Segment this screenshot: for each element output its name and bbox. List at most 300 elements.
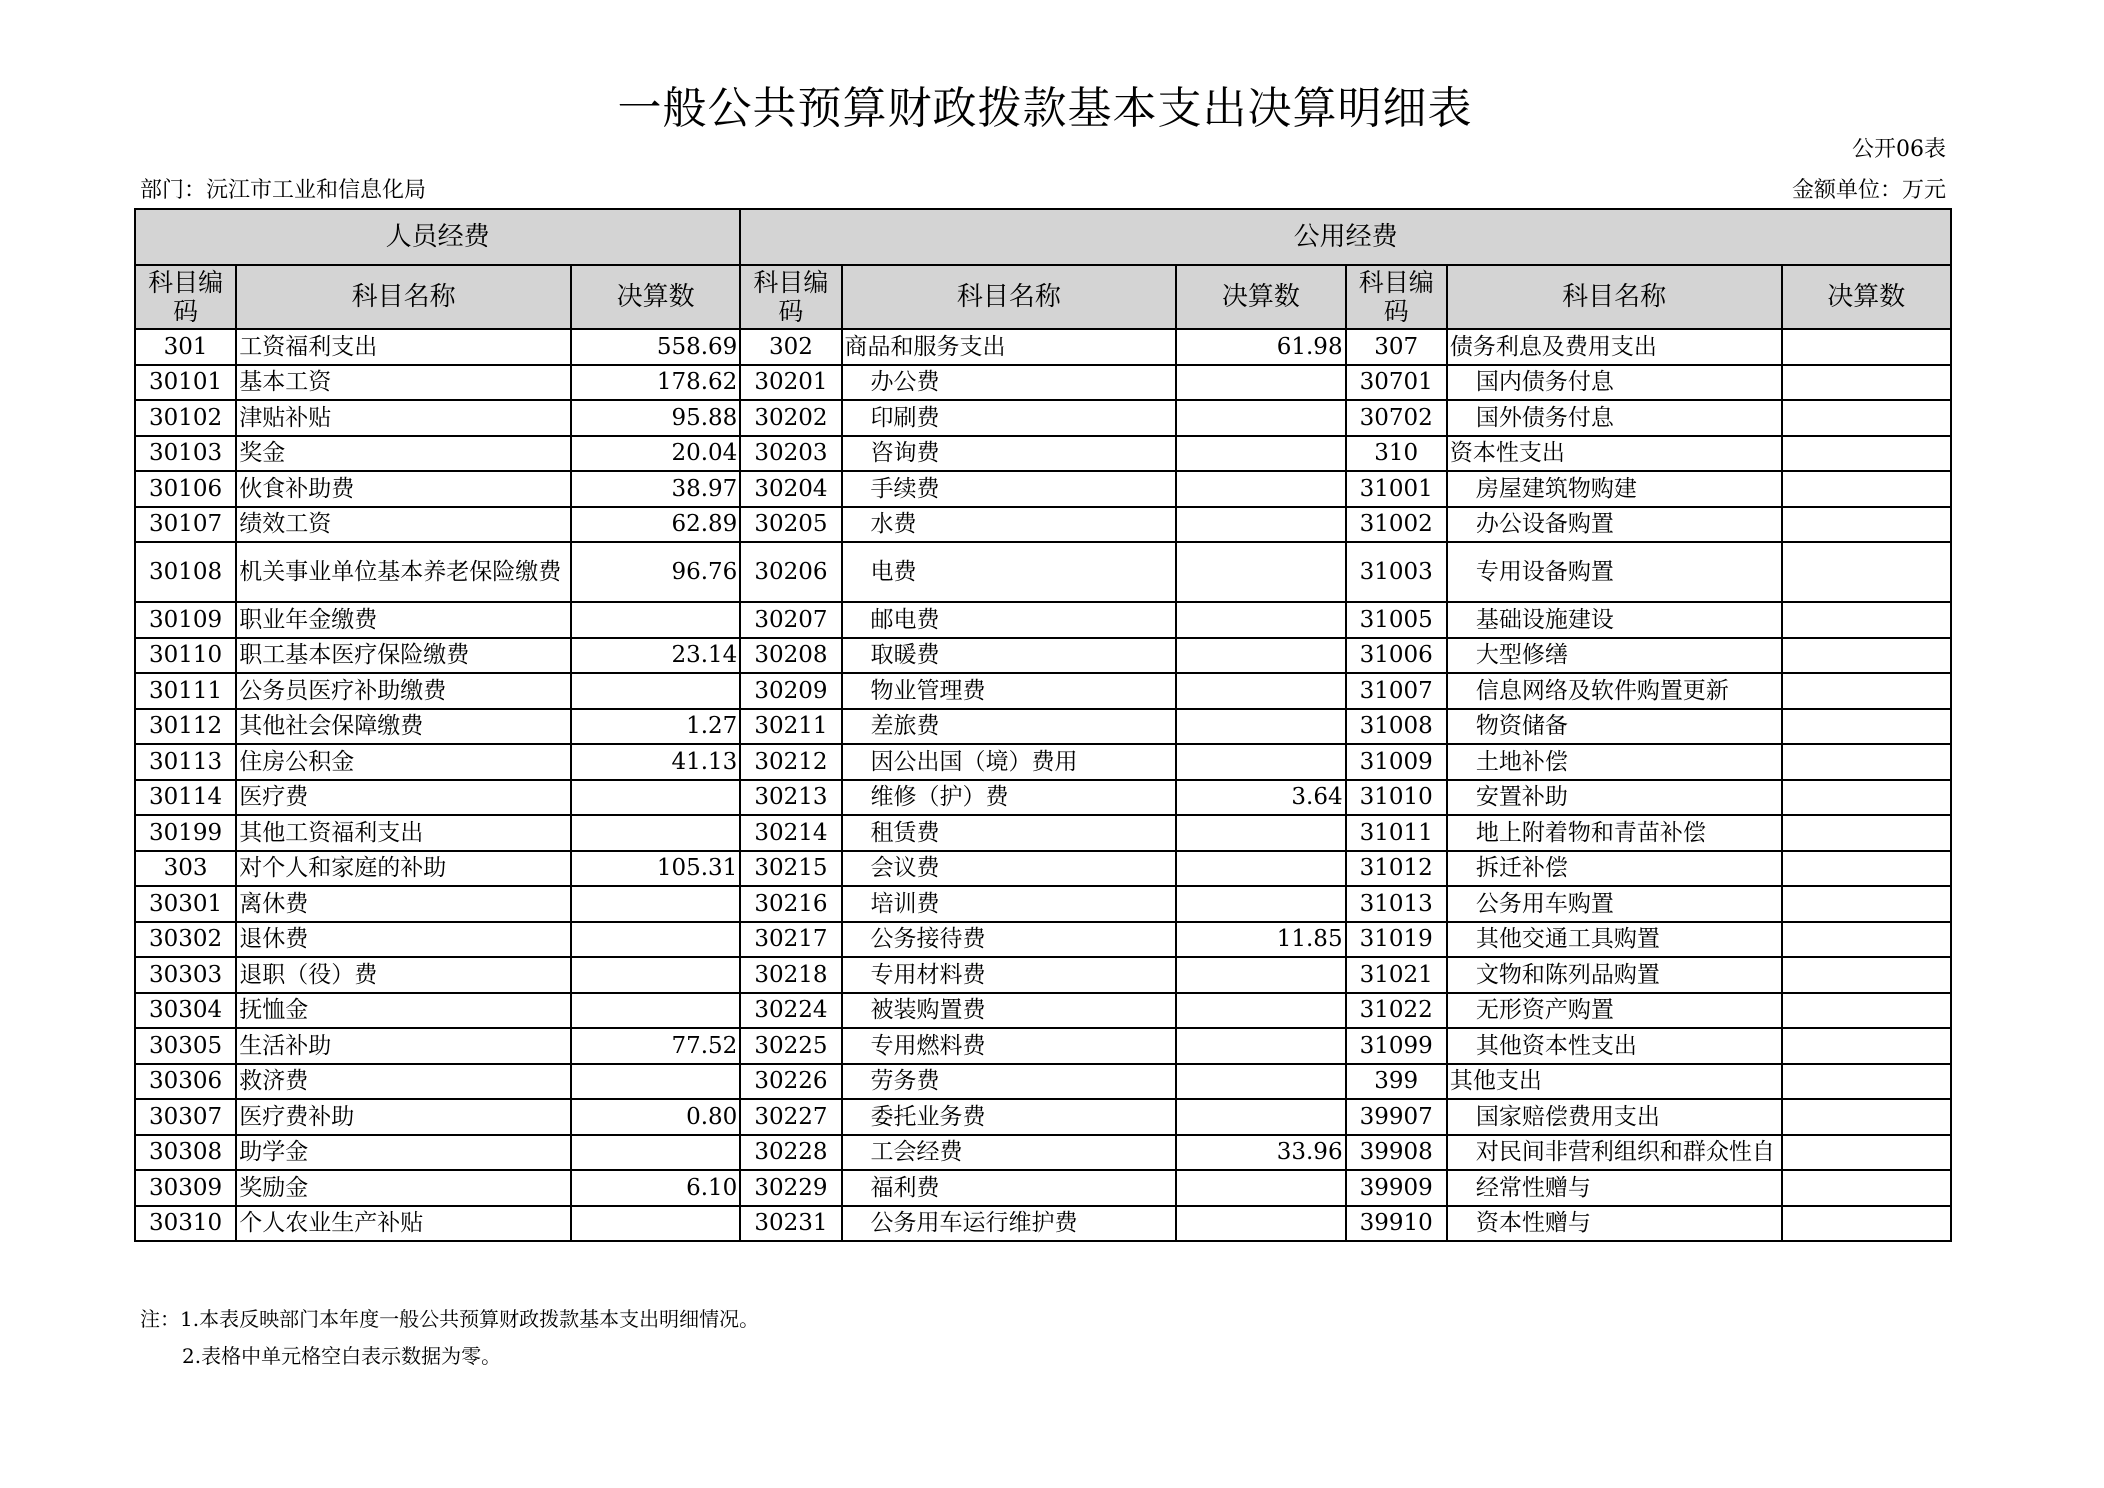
subject-name-text: 专用设备购置 <box>1475 559 1614 585</box>
subject-code-cell: 30310 <box>135 1206 236 1242</box>
subject-code-cell: 30307 <box>135 1099 236 1135</box>
subject-code-cell: 30109 <box>135 602 236 638</box>
amount-cell <box>571 1064 740 1100</box>
subject-name-cell <box>842 602 1177 638</box>
subject-code-cell: 30304 <box>135 993 236 1029</box>
table-row <box>135 886 1951 922</box>
subject-name-cell: 医疗费 <box>236 780 571 816</box>
table-row <box>135 329 1951 365</box>
amount-cell: 6.10 <box>571 1170 740 1206</box>
subject-name-cell: 资本性支出 <box>1447 436 1782 472</box>
subject-name-cell: 生活补助 <box>236 1028 571 1064</box>
subject-name-text: 经常性赠与 <box>1475 1174 1591 1201</box>
amount-cell: 3.64 <box>1176 780 1345 816</box>
subject-name-text: 手续费 <box>870 475 940 502</box>
subject-name-cell <box>1447 1028 1782 1064</box>
amount-cell <box>1782 471 1951 507</box>
subject-code-cell: 30101 <box>135 365 236 401</box>
table-row <box>135 1135 1951 1171</box>
section-personnel: 人员经费 <box>135 209 740 265</box>
subject-name-text: 拆迁补偿 <box>1475 855 1568 882</box>
subject-name-cell: 其他社会保障缴费 <box>236 709 571 745</box>
table-row <box>135 709 1951 745</box>
subject-code-cell: 31010 <box>1346 780 1447 816</box>
subject-name-text: 取暖费 <box>870 642 940 669</box>
amount-cell <box>571 957 740 993</box>
amount-unit-label: 金额单位：万元 <box>1791 178 1946 203</box>
subject-name-text: 基础设施建设 <box>1475 606 1614 633</box>
subject-code-cell: 307 <box>1346 329 1447 365</box>
subject-name-cell: 助学金 <box>236 1135 571 1171</box>
subject-code-cell: 30701 <box>1346 365 1447 401</box>
amount-cell <box>1782 602 1951 638</box>
table-row <box>135 1064 1951 1100</box>
amount-cell <box>571 1135 740 1171</box>
subject-code-cell: 30204 <box>740 471 841 507</box>
subject-code-cell: 30216 <box>740 886 841 922</box>
subject-name-cell <box>1447 638 1782 674</box>
subject-name-text: 文物和陈列品购置 <box>1475 961 1660 988</box>
subject-name-cell <box>842 673 1177 709</box>
subject-name-cell: 抚恤金 <box>236 993 571 1029</box>
subject-name-cell <box>1447 507 1782 543</box>
subject-name-cell <box>842 780 1177 816</box>
amount-cell <box>1176 365 1345 401</box>
subject-code-cell: 31006 <box>1346 638 1447 674</box>
amount-cell <box>1176 957 1345 993</box>
amount-cell <box>1782 1028 1951 1064</box>
amount-cell <box>1176 471 1345 507</box>
subject-name-cell <box>842 744 1177 780</box>
subject-name-cell <box>842 365 1177 401</box>
subject-name-cell <box>842 815 1177 851</box>
table-row <box>135 780 1951 816</box>
subject-name-cell <box>842 1064 1177 1100</box>
table-row <box>135 542 1951 602</box>
subject-name-text: 国家赔偿费用支出 <box>1475 1103 1660 1130</box>
subject-name-cell <box>842 1206 1177 1242</box>
subject-code-cell: 30224 <box>740 993 841 1029</box>
amount-cell <box>1782 851 1951 887</box>
amount-cell: 38.97 <box>571 471 740 507</box>
subject-name-text: 公务用车运行维护费 <box>870 1210 1078 1237</box>
amount-cell <box>1782 542 1951 602</box>
amount-cell: 11.85 <box>1176 922 1345 958</box>
subject-code-cell: 31021 <box>1346 957 1447 993</box>
subject-name-cell: 公务员医疗补助缴费 <box>236 673 571 709</box>
amount-cell: 95.88 <box>571 400 740 436</box>
subject-name-cell <box>1447 744 1782 780</box>
subject-name-text: 因公出国（境）费用 <box>870 748 1078 775</box>
subject-code-cell: 30112 <box>135 709 236 745</box>
subject-code-cell: 30102 <box>135 400 236 436</box>
subject-code-cell: 31013 <box>1346 886 1447 922</box>
subject-name-text: 地上附着物和青苗补偿 <box>1475 819 1706 846</box>
column-header-amount: 决算数 <box>1176 265 1345 329</box>
subject-code-cell: 31003 <box>1346 542 1447 602</box>
subject-name-cell <box>842 638 1177 674</box>
subject-code-cell: 30228 <box>740 1135 841 1171</box>
subject-code-cell: 30217 <box>740 922 841 958</box>
subject-name-text: 专用燃料费 <box>870 1032 986 1059</box>
subject-name-cell <box>1447 780 1782 816</box>
subject-name-cell: 工资福利支出 <box>236 329 571 365</box>
subject-name-text: 对民间非营利组织和群众性自 <box>1475 1139 1775 1166</box>
amount-cell <box>1176 507 1345 543</box>
subject-name-cell: 其他支出 <box>1447 1064 1782 1100</box>
subject-name-cell: 商品和服务支出 <box>842 329 1177 365</box>
subject-name-text: 差旅费 <box>870 713 940 740</box>
subject-name-cell <box>842 507 1177 543</box>
subject-name-cell <box>842 1170 1177 1206</box>
subject-name-cell <box>842 1135 1177 1171</box>
subject-code-cell: 301 <box>135 329 236 365</box>
amount-cell <box>1782 886 1951 922</box>
column-header-amount: 决算数 <box>571 265 740 329</box>
expenditure-table <box>134 208 1952 1242</box>
amount-cell <box>1782 1064 1951 1100</box>
table-row <box>135 436 1951 472</box>
subject-name-cell: 住房公积金 <box>236 744 571 780</box>
subject-name-text: 专用材料费 <box>870 961 986 988</box>
subject-code-cell: 30213 <box>740 780 841 816</box>
subject-code-cell: 30111 <box>135 673 236 709</box>
column-header-row <box>135 265 1951 329</box>
subject-code-cell: 31005 <box>1346 602 1447 638</box>
subject-name-text: 咨询费 <box>870 440 940 467</box>
column-header-code: 科目编码 <box>135 265 236 329</box>
subject-code-cell: 31009 <box>1346 744 1447 780</box>
amount-cell: 62.89 <box>571 507 740 543</box>
column-header-name: 科目名称 <box>1447 265 1782 329</box>
subject-name-cell <box>842 436 1177 472</box>
subject-name-text: 资本性赠与 <box>1475 1210 1591 1237</box>
subject-code-cell: 30231 <box>740 1206 841 1242</box>
amount-cell <box>571 922 740 958</box>
subject-name-cell <box>842 1028 1177 1064</box>
subject-code-cell: 31022 <box>1346 993 1447 1029</box>
subject-code-cell: 30106 <box>135 471 236 507</box>
amount-cell <box>571 602 740 638</box>
subject-name-text: 国内债务付息 <box>1475 369 1614 396</box>
subject-code-cell: 310 <box>1346 436 1447 472</box>
amount-cell: 178.62 <box>571 365 740 401</box>
subject-name-cell: 机关事业单位基本养老保险缴费 <box>236 542 571 602</box>
table-row <box>135 1170 1951 1206</box>
subject-name-text: 电费 <box>870 559 917 585</box>
amount-cell <box>571 886 740 922</box>
amount-cell <box>1782 922 1951 958</box>
subject-code-cell: 31001 <box>1346 471 1447 507</box>
subject-name-cell <box>842 400 1177 436</box>
subject-code-cell: 31011 <box>1346 815 1447 851</box>
amount-cell <box>1176 993 1345 1029</box>
subject-name-cell <box>842 957 1177 993</box>
subject-code-cell: 30203 <box>740 436 841 472</box>
amount-cell <box>1782 1099 1951 1135</box>
subject-name-text: 福利费 <box>870 1174 940 1201</box>
amount-cell <box>571 673 740 709</box>
subject-code-cell: 399 <box>1346 1064 1447 1100</box>
subject-name-text: 其他资本性支出 <box>1475 1032 1637 1059</box>
subject-name-text: 物业管理费 <box>870 677 986 704</box>
subject-name-cell <box>842 1099 1177 1135</box>
amount-cell <box>1176 436 1345 472</box>
column-header-code: 科目编码 <box>740 265 841 329</box>
subject-name-cell <box>1447 1170 1782 1206</box>
subject-name-cell: 个人农业生产补贴 <box>236 1206 571 1242</box>
amount-cell <box>1782 507 1951 543</box>
subject-name-text: 其他交通工具购置 <box>1475 926 1660 953</box>
subject-code-cell: 30305 <box>135 1028 236 1064</box>
subject-name-text: 劳务费 <box>870 1068 940 1095</box>
amount-cell <box>1176 1170 1345 1206</box>
subject-code-cell: 30103 <box>135 436 236 472</box>
form-number: 公开06表 <box>1852 137 1946 162</box>
amount-cell <box>1782 815 1951 851</box>
subject-name-text: 印刷费 <box>870 404 940 431</box>
subject-name-cell: 绩效工资 <box>236 507 571 543</box>
subject-code-cell: 30229 <box>740 1170 841 1206</box>
table-row <box>135 507 1951 543</box>
subject-name-cell <box>1447 851 1782 887</box>
amount-cell <box>571 993 740 1029</box>
table-row <box>135 851 1951 887</box>
table-row <box>135 1099 1951 1135</box>
column-header-code: 科目编码 <box>1346 265 1447 329</box>
amount-cell: 33.96 <box>1176 1135 1345 1171</box>
table-row <box>135 365 1951 401</box>
subject-name-cell <box>1447 993 1782 1029</box>
subject-name-text: 信息网络及软件购置更新 <box>1475 677 1729 704</box>
subject-name-text: 租赁费 <box>870 819 940 846</box>
subject-name-cell <box>842 709 1177 745</box>
subject-name-cell: 其他工资福利支出 <box>236 815 571 851</box>
subject-code-cell: 30306 <box>135 1064 236 1100</box>
subject-name-text: 公务用车购置 <box>1475 890 1614 917</box>
amount-cell <box>1782 744 1951 780</box>
amount-cell <box>1782 993 1951 1029</box>
subject-code-cell: 31007 <box>1346 673 1447 709</box>
amount-cell <box>1782 436 1951 472</box>
subject-code-cell: 30201 <box>740 365 841 401</box>
subject-name-text: 培训费 <box>870 890 940 917</box>
subject-code-cell: 302 <box>740 329 841 365</box>
amount-cell: 23.14 <box>571 638 740 674</box>
subject-name-cell <box>1447 1135 1782 1171</box>
subject-name-cell: 债务利息及费用支出 <box>1447 329 1782 365</box>
amount-cell: 41.13 <box>571 744 740 780</box>
subject-name-cell: 离休费 <box>236 886 571 922</box>
amount-cell: 1.27 <box>571 709 740 745</box>
amount-cell: 558.69 <box>571 329 740 365</box>
subject-name-cell <box>842 886 1177 922</box>
subject-name-cell: 职工基本医疗保险缴费 <box>236 638 571 674</box>
note-1: 注：1.本表反映部门本年度一般公共预算财政拨款基本支出明细情况。 <box>140 1307 760 1331</box>
subject-code-cell: 30108 <box>135 542 236 602</box>
subject-name-cell <box>842 851 1177 887</box>
subject-name-text: 被装购置费 <box>870 997 986 1024</box>
subject-code-cell: 31019 <box>1346 922 1447 958</box>
section-header-row <box>135 209 1951 265</box>
amount-cell: 61.98 <box>1176 329 1345 365</box>
amount-cell <box>1782 329 1951 365</box>
note-2: 2.表格中单元格空白表示数据为零。 <box>182 1344 502 1368</box>
page-title: 一般公共预算财政拨款基本支出决算明细表 <box>617 83 1473 134</box>
subject-name-cell <box>842 993 1177 1029</box>
subject-code-cell: 30209 <box>740 673 841 709</box>
subject-name-cell: 奖金 <box>236 436 571 472</box>
amount-cell <box>571 780 740 816</box>
amount-cell <box>1176 744 1345 780</box>
subject-code-cell: 31002 <box>1346 507 1447 543</box>
amount-cell <box>1176 602 1345 638</box>
column-header-name: 科目名称 <box>842 265 1177 329</box>
table-row <box>135 744 1951 780</box>
subject-code-cell: 30225 <box>740 1028 841 1064</box>
section-public: 公用经费 <box>740 209 1951 265</box>
subject-name-text: 邮电费 <box>870 606 940 633</box>
subject-name-text: 国外债务付息 <box>1475 404 1614 431</box>
amount-cell <box>1782 1206 1951 1242</box>
subject-code-cell: 31008 <box>1346 709 1447 745</box>
subject-code-cell: 39910 <box>1346 1206 1447 1242</box>
amount-cell: 20.04 <box>571 436 740 472</box>
subject-code-cell: 30303 <box>135 957 236 993</box>
subject-code-cell: 30227 <box>740 1099 841 1135</box>
amount-cell: 96.76 <box>571 542 740 602</box>
amount-cell <box>1176 1206 1345 1242</box>
subject-code-cell: 30208 <box>740 638 841 674</box>
amount-cell <box>1176 1028 1345 1064</box>
amount-cell <box>1782 709 1951 745</box>
amount-cell <box>1782 400 1951 436</box>
subject-name-cell: 救济费 <box>236 1064 571 1100</box>
subject-name-text: 工会经费 <box>870 1139 963 1166</box>
subject-name-cell <box>1447 400 1782 436</box>
amount-cell <box>1176 851 1345 887</box>
subject-name-cell <box>1447 709 1782 745</box>
subject-code-cell: 31099 <box>1346 1028 1447 1064</box>
subject-name-cell <box>1447 365 1782 401</box>
amount-cell: 105.31 <box>571 851 740 887</box>
subject-name-text: 委托业务费 <box>870 1103 986 1130</box>
subject-name-cell <box>1447 1099 1782 1135</box>
subject-name-cell <box>1447 922 1782 958</box>
column-header-name: 科目名称 <box>236 265 571 329</box>
table-row <box>135 922 1951 958</box>
table-row <box>135 673 1951 709</box>
subject-name-text: 土地补偿 <box>1475 748 1568 775</box>
subject-name-cell <box>1447 886 1782 922</box>
subject-name-text: 维修（护）费 <box>870 784 1009 811</box>
subject-code-cell: 39909 <box>1346 1170 1447 1206</box>
amount-cell <box>1782 673 1951 709</box>
subject-code-cell: 30212 <box>740 744 841 780</box>
subject-name-cell <box>1447 815 1782 851</box>
amount-cell <box>1782 1170 1951 1206</box>
subject-code-cell: 30226 <box>740 1064 841 1100</box>
subject-code-cell: 30702 <box>1346 400 1447 436</box>
amount-cell <box>1176 1099 1345 1135</box>
subject-name-cell <box>1447 471 1782 507</box>
subject-code-cell: 30199 <box>135 815 236 851</box>
subject-name-cell <box>842 542 1177 602</box>
subject-name-cell <box>842 471 1177 507</box>
subject-code-cell: 30206 <box>740 542 841 602</box>
subject-code-cell: 30302 <box>135 922 236 958</box>
subject-name-cell <box>1447 957 1782 993</box>
subject-code-cell: 30114 <box>135 780 236 816</box>
amount-cell <box>1176 638 1345 674</box>
table-row <box>135 471 1951 507</box>
subject-name-cell <box>1447 1206 1782 1242</box>
subject-code-cell: 30205 <box>740 507 841 543</box>
table-row <box>135 1206 1951 1242</box>
table-row <box>135 1028 1951 1064</box>
subject-name-cell: 对个人和家庭的补助 <box>236 851 571 887</box>
subject-name-text: 公务接待费 <box>870 926 986 953</box>
amount-cell: 0.80 <box>571 1099 740 1135</box>
table-row <box>135 602 1951 638</box>
amount-cell: 77.52 <box>571 1028 740 1064</box>
subject-code-cell: 30107 <box>135 507 236 543</box>
amount-cell <box>1782 365 1951 401</box>
amount-cell <box>1176 400 1345 436</box>
amount-cell <box>1782 638 1951 674</box>
amount-cell <box>571 1206 740 1242</box>
subject-name-text: 办公费 <box>870 369 940 396</box>
table-row <box>135 638 1951 674</box>
subject-code-cell: 303 <box>135 851 236 887</box>
amount-cell <box>1782 957 1951 993</box>
amount-cell <box>1782 780 1951 816</box>
subject-code-cell: 39907 <box>1346 1099 1447 1135</box>
subject-name-text: 会议费 <box>870 855 940 882</box>
subject-name-cell <box>1447 673 1782 709</box>
subject-code-cell: 30218 <box>740 957 841 993</box>
subject-code-cell: 30214 <box>740 815 841 851</box>
amount-cell <box>1176 815 1345 851</box>
subject-name-text: 水费 <box>870 511 917 538</box>
subject-code-cell: 30309 <box>135 1170 236 1206</box>
subject-name-cell: 奖励金 <box>236 1170 571 1206</box>
table-row <box>135 957 1951 993</box>
subject-code-cell: 30202 <box>740 400 841 436</box>
subject-name-cell: 津贴补贴 <box>236 400 571 436</box>
amount-cell <box>1176 542 1345 602</box>
subject-code-cell: 30110 <box>135 638 236 674</box>
subject-name-cell: 伙食补助费 <box>236 471 571 507</box>
subject-code-cell: 30211 <box>740 709 841 745</box>
subject-code-cell: 30308 <box>135 1135 236 1171</box>
table-row <box>135 400 1951 436</box>
subject-name-text: 大型修缮 <box>1475 642 1568 669</box>
amount-cell <box>571 815 740 851</box>
subject-name-text: 无形资产购置 <box>1475 997 1614 1024</box>
subject-code-cell: 30215 <box>740 851 841 887</box>
subject-code-cell: 30301 <box>135 886 236 922</box>
amount-cell <box>1176 673 1345 709</box>
table-row <box>135 815 1951 851</box>
table-row <box>135 993 1951 1029</box>
subject-code-cell: 31012 <box>1346 851 1447 887</box>
amount-cell <box>1176 709 1345 745</box>
subject-name-cell <box>1447 542 1782 602</box>
subject-name-text: 房屋建筑物购建 <box>1475 475 1637 502</box>
subject-name-cell: 职业年金缴费 <box>236 602 571 638</box>
amount-cell <box>1176 886 1345 922</box>
